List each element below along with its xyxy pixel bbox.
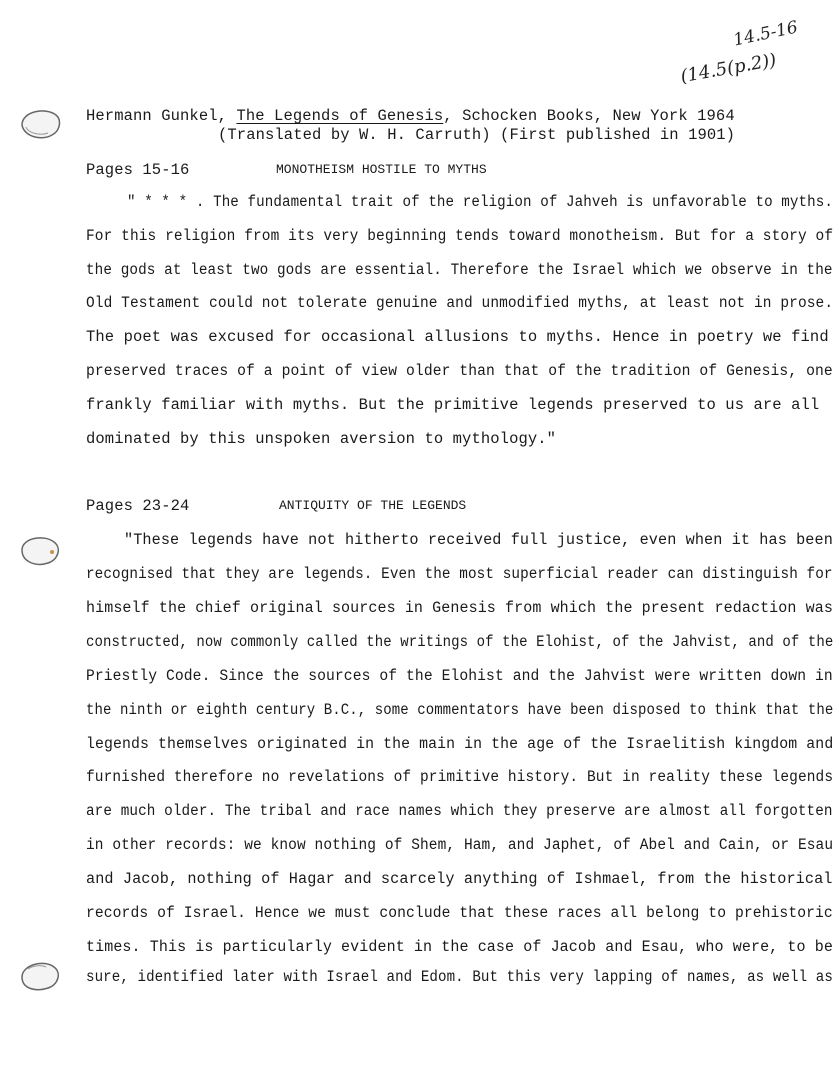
handwritten-page-note: 14.5-16 [731,17,800,51]
section1-heading: MONOTHEISM HOSTILE TO MYTHS [276,162,487,177]
section1-line: dominated by this unspoken aversion to mythology." [86,430,557,448]
section2-line: constructed, now commonly called the writings of the Elohist, of the Jahvist, and of the [86,633,834,651]
section2-line: "These legends have not hitherto received full justice, even when it has been [124,531,833,549]
section1-line: " * * * . The fundamental trait of the religion of Jahveh is unfavorable to myths. [127,193,833,211]
section2-line: legends themselves originated in the main in the age of the Israelitish kingdom and [86,735,834,753]
section1-line: For this religion from its very beginning tends toward monotheism. But for a story of [86,227,834,245]
section2-heading: ANTIQUITY OF THE LEGENDS [279,498,467,513]
section2-line: himself the chief original sources in Genesis from which the present redaction was [86,599,833,617]
section1-line: preserved traces of a point of view older than that of the tradition of Genesis, one [86,362,833,380]
section2-line: records of Israel. Hence we must conclude that these races all belong to prehistoric [86,904,833,922]
section2-line: in other records: we know nothing of Shem, Ham, and Japhet, of Abel and Cain, or Esau [86,836,834,854]
section2-line: furnished therefore no revelations of primitive history. But in reality these legends [86,768,834,786]
section1-line: Old Testament could not tolerate genuine and unmodified myths, at least not in prose. [86,294,834,312]
section2-line: Priestly Code. Since the sources of the Elohist and the Jahvist were written down in [86,667,833,685]
citation-title: The Legends of Genesis [236,107,444,125]
section2-line: are much older. The tribal and race names which they preserve are almost all forgotten [86,802,833,820]
citation-author: Hermann Gunkel, [86,107,228,125]
section2-pages: Pages 23-24 [86,497,190,515]
section1-pages: Pages 15-16 [86,161,190,179]
citation-line-2: (Translated by W. H. Carruth) (First published in 1901) [218,126,736,144]
section2-line: sure, identified later with Israel and Edom. But this very lapping of names, as well as [86,968,833,986]
section1-line: frankly familiar with myths. But the primitive legends preserved to us are all [86,396,820,414]
section2-line: the ninth or eighth century B.C., some commentators have been disposed to think that the [86,701,834,719]
section2-line: recognised that they are legends. Even the most superficial reader can distinguish for [86,565,833,583]
punch-hole-middle [16,530,64,570]
section1-line: the gods at least two gods are essential. Therefore the Israel which we observe in the [86,261,833,279]
handwritten-reference-note: (14.5(p.2)) [678,49,778,88]
section1-line: The poet was excused for occasional allusions to myths. Hence in poetry we find [86,328,829,346]
section2-line: and Jacob, nothing of Hagar and scarcely anything of Ishmael, from the historical [86,870,833,888]
citation-publisher: , Schocken Books, New York 1964 [443,107,735,125]
section2-line: times. This is particularly evident in the case of Jacob and Esau, who were, to be [86,938,833,956]
citation-line-1 [86,107,735,125]
punch-hole-bottom [16,955,64,995]
punch-hole-top [16,103,64,143]
